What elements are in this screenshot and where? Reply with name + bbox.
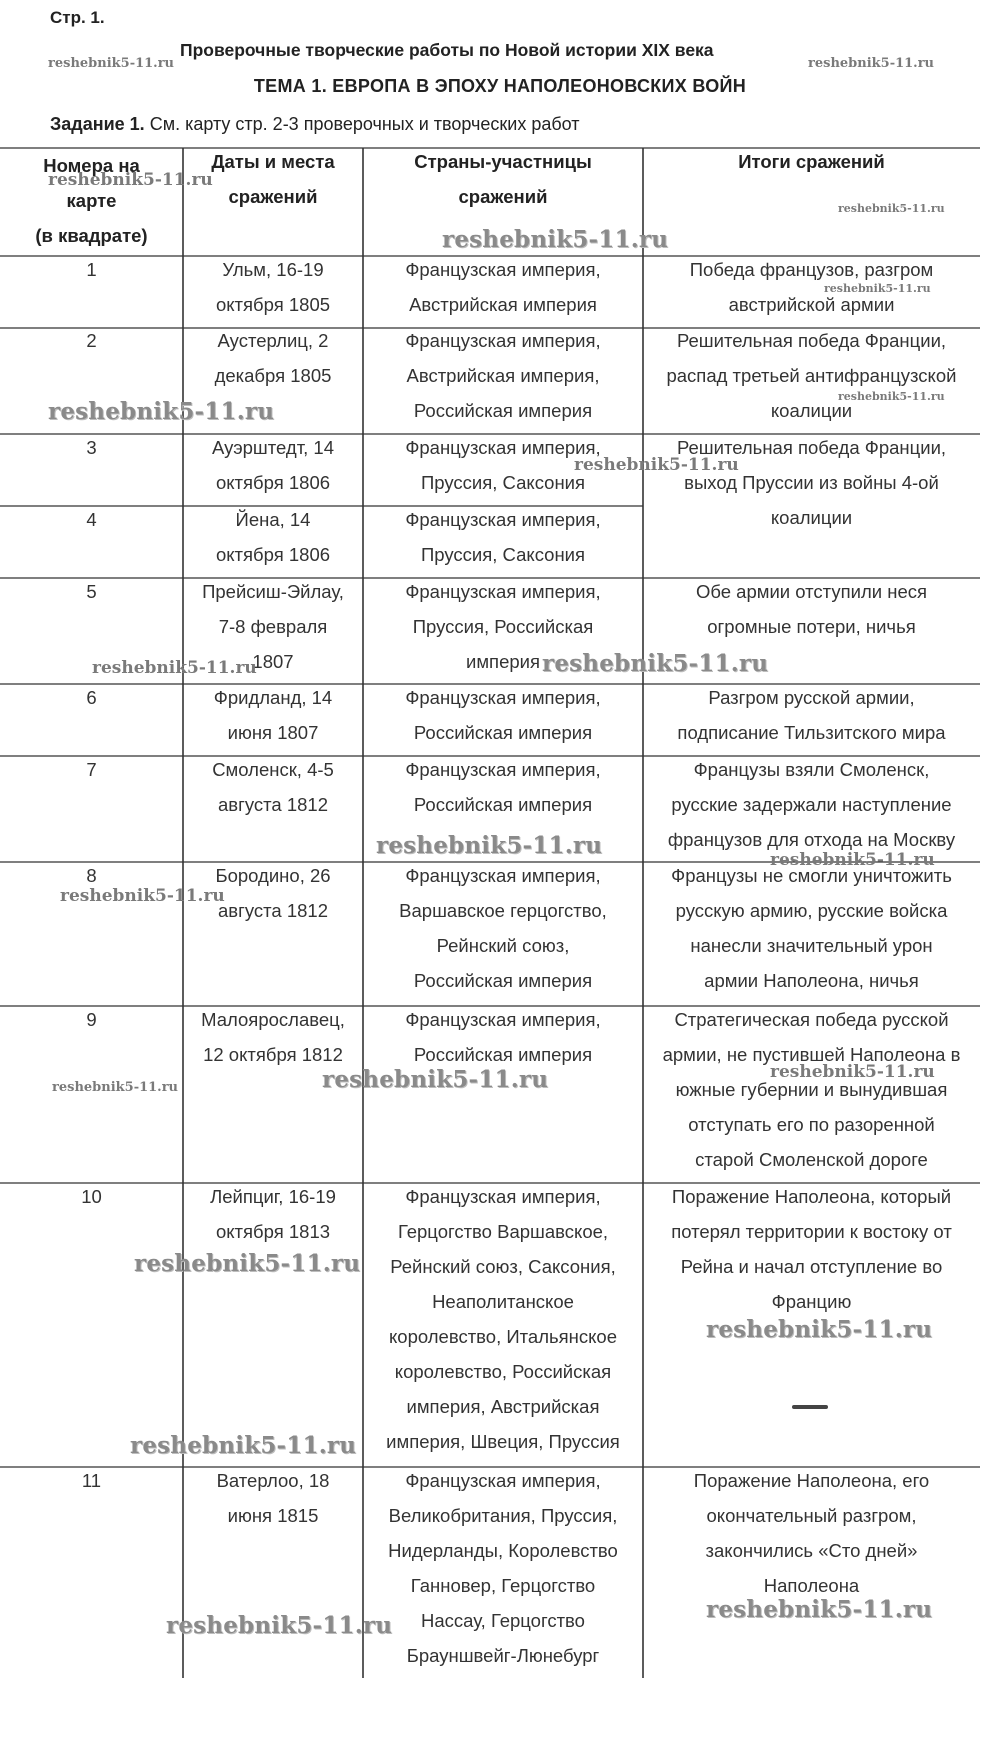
- cell-line: Российская империя: [413, 722, 593, 743]
- cell-line: Французская империя,: [405, 330, 601, 351]
- cell-countries: [363, 680, 643, 750]
- watermark: reshebnik5-11.ru: [48, 398, 275, 425]
- cell-line: Нидерланды, Королевство: [388, 1540, 618, 1561]
- cell-line: Лейпциг, 16-19: [210, 1186, 336, 1207]
- cell-line: Российская империя: [413, 1044, 593, 1065]
- cell-line: Аустерлиц, 2: [217, 330, 329, 351]
- cell-line: потерял территории к востоку от: [671, 1221, 952, 1242]
- cell-line: империя, Австрийская: [406, 1396, 600, 1417]
- watermark: reshebnik5-11.ru: [442, 226, 669, 253]
- watermark: reshebnik5-11.ru: [52, 1080, 179, 1095]
- cell-line: Французская империя,: [405, 437, 601, 458]
- cell-line: Поражение Наполеона, его: [693, 1470, 930, 1491]
- cell-line: русскую армию, русские войска: [675, 900, 948, 921]
- cell-line: Йена, 14: [235, 509, 311, 530]
- watermark: reshebnik5-11.ru: [574, 455, 739, 475]
- cell-line: Рейнский союз,: [436, 935, 570, 956]
- watermark: reshebnik5-11.ru: [808, 56, 935, 71]
- cell-line: 9: [86, 1009, 97, 1030]
- header-line: (в квадрате): [35, 225, 148, 246]
- cell-line: 5: [86, 581, 97, 602]
- watermark: reshebnik5-11.ru: [838, 390, 945, 403]
- header-line: Номера на: [43, 155, 140, 176]
- cell-line: Французская империя,: [405, 687, 601, 708]
- watermark: reshebnik5-11.ru: [770, 1062, 935, 1082]
- header-line: сражений: [228, 186, 318, 207]
- cell-line: Брауншвейг-Люнебург: [406, 1645, 600, 1666]
- cell-line: октября 1806: [215, 544, 331, 565]
- cell-date: [183, 323, 363, 393]
- cell-line: Австрийская империя,: [406, 365, 600, 386]
- cell-line: Францию: [771, 1291, 852, 1312]
- cell-result: [643, 1179, 980, 1319]
- cell-line: 8: [86, 865, 97, 886]
- cell-countries: [363, 1179, 643, 1459]
- cell-line: нанесли значительный урон: [690, 935, 933, 956]
- cell-line: южные губернии и вынудившая: [675, 1079, 948, 1100]
- watermark: reshebnik5-11.ru: [770, 850, 935, 870]
- cell-line: отступать его по разоренной: [688, 1114, 935, 1135]
- cell-countries: [363, 252, 643, 322]
- cell-line: 4: [86, 509, 97, 530]
- cell-line: коалиции: [770, 400, 853, 421]
- cell-line: империя: [466, 651, 540, 672]
- cell-line: Стратегическая победа русской: [674, 1009, 949, 1030]
- header-line: сражений: [458, 186, 548, 207]
- cell-line: Австрийская империя: [409, 294, 597, 315]
- document-title: Проверочные творческие работы по Новой истории XIX века: [180, 40, 714, 60]
- cell-line: Смоленск, 4-5: [212, 759, 334, 780]
- cell-line: июня 1807: [227, 722, 319, 743]
- cell-line: австрийской армии: [728, 294, 895, 315]
- watermark: reshebnik5-11.ru: [824, 282, 931, 295]
- column-header-results: [643, 144, 980, 179]
- watermark: reshebnik5-11.ru: [48, 56, 175, 71]
- cell-number: [0, 502, 183, 537]
- cell-line: Пруссия, Саксония: [420, 544, 586, 565]
- cell-countries: [363, 1002, 643, 1072]
- cell-result: [643, 1002, 980, 1177]
- cell-line: королевство, Российская: [394, 1361, 612, 1382]
- watermark: reshebnik5-11.ru: [706, 1316, 933, 1343]
- watermark: reshebnik5-11.ru: [92, 658, 257, 678]
- cell-line: армии Наполеона, ничья: [704, 970, 919, 991]
- cell-number: [0, 1463, 183, 1498]
- watermark: reshebnik5-11.ru: [322, 1066, 549, 1093]
- cell-countries: [363, 323, 643, 428]
- watermark: reshebnik5-11.ru: [376, 832, 603, 859]
- cell-line: Бородино, 26: [215, 865, 331, 886]
- watermark: reshebnik5-11.ru: [166, 1612, 393, 1639]
- cell-line: Ульм, 16-19: [222, 259, 324, 280]
- cell-line: Пруссия, Российская: [412, 616, 594, 637]
- cell-line: Малоярославец,: [201, 1009, 345, 1030]
- cell-line: распад третьей антифранцузской: [666, 365, 957, 386]
- column-header-number: [0, 148, 183, 253]
- cell-line: Французская империя,: [405, 1186, 601, 1207]
- cell-number: [0, 430, 183, 465]
- cell-line: августа 1812: [217, 794, 328, 815]
- header-line: Страны-участницы: [414, 151, 592, 172]
- cell-line: июня 1815: [227, 1505, 319, 1526]
- cell-date: [183, 680, 363, 750]
- cell-countries: [363, 502, 643, 572]
- cell-date: [183, 1179, 363, 1249]
- ink-smudge: [792, 1405, 828, 1409]
- cell-date: [183, 430, 363, 500]
- cell-number: [0, 323, 183, 358]
- cell-line: подписание Тильзитского мира: [677, 722, 946, 743]
- header-line: карте: [66, 190, 117, 211]
- cell-line: Ватерлоо, 18: [216, 1470, 330, 1491]
- cell-line: закончились «Сто дней»: [705, 1540, 918, 1561]
- cell-line: 6: [86, 687, 97, 708]
- watermark: reshebnik5-11.ru: [542, 650, 769, 677]
- cell-date: [183, 502, 363, 572]
- cell-line: Российская империя: [413, 400, 593, 421]
- cell-line: августа 1812: [217, 900, 328, 921]
- cell-line: окончательный разгром,: [706, 1505, 917, 1526]
- cell-line: Прейсиш-Эйлау,: [202, 581, 344, 602]
- cell-result: [643, 680, 980, 750]
- cell-line: Герцогство Варшавское,: [397, 1221, 609, 1242]
- cell-result: [643, 323, 980, 428]
- cell-line: 2: [86, 330, 97, 351]
- topic-title: ТЕМА 1. ЕВРОПА В ЭПОХУ НАПОЛЕОНОВСКИХ ВОЙН: [253, 76, 747, 96]
- cell-line: 3: [86, 437, 97, 458]
- cell-line: Рейнский союз, Саксония,: [390, 1256, 616, 1277]
- cell-line: Решительная победа Франции,: [676, 330, 947, 351]
- cell-line: Французская империя,: [405, 509, 601, 530]
- cell-line: Пруссия, Саксония: [420, 472, 586, 493]
- cell-countries: [363, 858, 643, 998]
- cell-line: Французская империя,: [405, 259, 601, 280]
- cell-number: [0, 752, 183, 787]
- cell-line: армии, не пустившей Наполеона в: [662, 1044, 961, 1065]
- watermark: reshebnik5-11.ru: [48, 170, 213, 190]
- cell-result: [643, 430, 980, 535]
- cell-line: 7: [86, 759, 97, 780]
- watermark: reshebnik5-11.ru: [134, 1250, 361, 1277]
- cell-line: выход Пруссии из войны 4-ой: [684, 472, 939, 493]
- cell-line: Разгром русской армии,: [708, 687, 915, 708]
- watermark: reshebnik5-11.ru: [706, 1596, 933, 1623]
- cell-date: [183, 252, 363, 322]
- cell-line: 1: [86, 259, 97, 280]
- cell-line: 10: [81, 1186, 102, 1207]
- cell-line: Ауэрштедт, 14: [212, 437, 334, 458]
- cell-line: Победа французов, разгром: [689, 259, 934, 280]
- cell-line: королевство, Итальянское: [388, 1326, 618, 1347]
- cell-line: русские задержали наступление: [671, 794, 952, 815]
- watermark: reshebnik5-11.ru: [60, 886, 225, 906]
- cell-line: Поражение Наполеона, который: [671, 1186, 952, 1207]
- cell-line: Ганновер, Герцогство: [410, 1575, 596, 1596]
- cell-line: 1807: [252, 651, 294, 672]
- cell-line: Французская империя,: [405, 581, 601, 602]
- cell-countries: [363, 1463, 643, 1673]
- cell-date: [183, 1463, 363, 1533]
- cell-line: старой Смоленской дороге: [695, 1149, 928, 1170]
- cell-line: Наполеона: [763, 1575, 860, 1596]
- cell-line: Французы взяли Смоленск,: [693, 759, 930, 780]
- cell-line: Рейна и начал отступление во: [680, 1256, 943, 1277]
- task-label: Задание 1.: [50, 114, 145, 134]
- cell-line: Российская империя: [413, 794, 593, 815]
- cell-number: [0, 1179, 183, 1214]
- header-line: Даты и места: [211, 151, 335, 172]
- watermark: reshebnik5-11.ru: [130, 1432, 357, 1459]
- cell-line: огромные потери, ничья: [707, 616, 916, 637]
- cell-line: империя, Швеция, Пруссия: [386, 1431, 620, 1452]
- cell-line: 11: [81, 1470, 102, 1491]
- cell-line: октября 1813: [215, 1221, 331, 1242]
- task-instruction: [50, 114, 580, 135]
- cell-number: [0, 1002, 183, 1037]
- cell-result: [643, 574, 980, 644]
- cell-number: [0, 680, 183, 715]
- cell-line: Неаполитанское: [432, 1291, 574, 1312]
- cell-line: Французская империя,: [405, 865, 601, 886]
- cell-line: декабря 1805: [214, 365, 332, 386]
- cell-line: октября 1806: [215, 472, 331, 493]
- cell-result: [643, 752, 980, 857]
- cell-date: [183, 1002, 363, 1072]
- cell-number: [0, 252, 183, 287]
- cell-line: Российская империя: [413, 970, 593, 991]
- cell-line: октября 1805: [215, 294, 331, 315]
- cell-result: [643, 858, 980, 998]
- cell-line: французов для отхода на Москву: [667, 829, 956, 850]
- watermark: reshebnik5-11.ru: [838, 202, 945, 215]
- cell-date: [183, 752, 363, 822]
- cell-line: Французская империя,: [405, 1470, 601, 1491]
- page-reference: Стр. 1.: [50, 8, 105, 27]
- cell-line: Обе армии отступили неся: [695, 581, 928, 602]
- cell-line: Французская империя,: [405, 759, 601, 780]
- cell-countries: [363, 752, 643, 822]
- cell-line: Французы не смогли уничтожить: [671, 865, 952, 886]
- cell-line: коалиции: [770, 507, 853, 528]
- cell-line: Нассау, Герцогство: [421, 1610, 585, 1631]
- cell-line: 12 октября 1812: [203, 1044, 343, 1065]
- header-line: Итоги сражений: [738, 151, 885, 172]
- cell-line: Фридланд, 14: [213, 687, 333, 708]
- cell-line: Решительная победа Франции,: [676, 437, 947, 458]
- cell-line: Французская империя,: [405, 1009, 601, 1030]
- cell-line: Варшавское герцогство,: [399, 900, 607, 921]
- cell-number: [0, 574, 183, 609]
- task-text: См. карту стр. 2-3 проверочных и творческих работ: [149, 114, 580, 134]
- cell-line: 7-8 февраля: [218, 616, 328, 637]
- column-header-countries: [363, 144, 643, 214]
- cell-line: Великобритания, Пруссия,: [388, 1505, 618, 1526]
- cell-result: [643, 1463, 980, 1603]
